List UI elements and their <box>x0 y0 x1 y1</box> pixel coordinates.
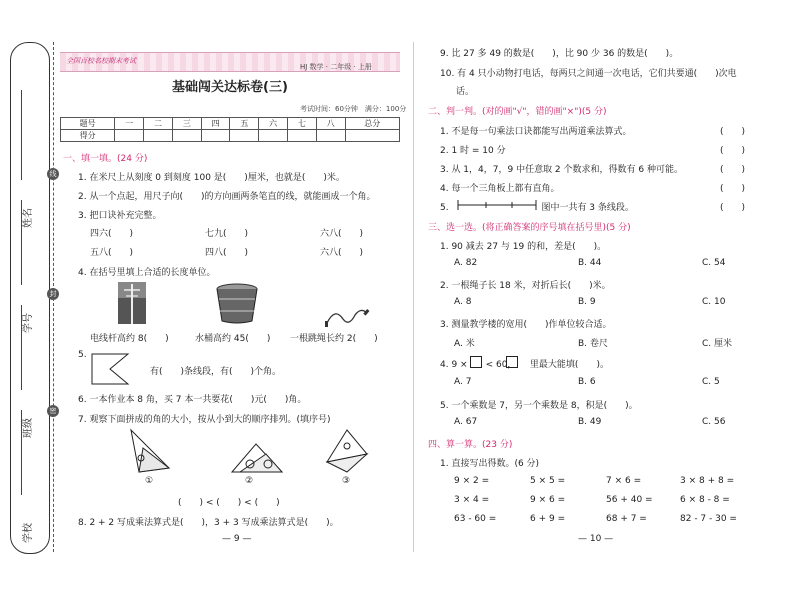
q4-item-2: 水桶高约 45( ) <box>195 334 271 344</box>
question-1-1: 1. 在米尺上从刻度 0 到刻度 100 是( )厘米，也就是( )米。 <box>78 173 345 183</box>
calc-item-11: 68 + 7 = <box>606 514 647 524</box>
judge-5-segment-figure <box>456 199 538 211</box>
judge-1-answer[interactable]: ( ) <box>720 127 746 137</box>
judge-2: 2. 1 时 = 10 分 <box>440 146 506 156</box>
seal-mark-2: 封 <box>47 288 59 300</box>
class-label: 班级 <box>23 418 34 438</box>
paper-title: 基础闯关达标卷(三) <box>172 80 288 95</box>
score-table: 题号 一 二 三 四 五 六 七 八 总分 得分 <box>60 117 400 142</box>
choice-1-option-b[interactable]: B. 44 <box>578 258 602 268</box>
choice-4-option-c[interactable]: C. 5 <box>702 377 720 387</box>
choice-1-question: 1. 90 减去 27 与 19 的和，差是( )。 <box>440 242 607 252</box>
school-line[interactable] <box>21 410 22 495</box>
q7-label-3: ③ <box>342 476 351 486</box>
judge-5: 5. 图中一共有 3 条线段。 <box>440 203 634 213</box>
judge-4: 4. 每一个三角板上都有直角。 <box>440 184 560 194</box>
utility-pole-image <box>118 282 146 324</box>
q3-item-2: 七九( ) <box>205 229 249 239</box>
number-label: 学号 <box>23 313 34 333</box>
choice-4-question: 4. 9 × < 60， 里最大能填( )。 <box>440 360 609 370</box>
calc-item-3: 7 × 6 = <box>606 476 642 486</box>
choice-2-question: 2. 一根绳子长 18 米，对折后长( )米。 <box>440 281 611 291</box>
class-line[interactable] <box>21 305 22 390</box>
question-1-6: 6. 一本作业本 8 角，买 7 本一共要花( )元( )角。 <box>78 395 307 405</box>
page-number-left: — 9 — <box>222 534 252 544</box>
choice-5-option-a[interactable]: A. 67 <box>454 417 478 427</box>
q3-item-3: 六八( ) <box>320 229 364 239</box>
q3-item-4: 五八( ) <box>90 248 134 258</box>
choice-2-option-a[interactable]: A. 8 <box>454 297 472 307</box>
question-1-7: 7. 观察下面拼成的角的大小，按从小到大的顺序排列。(填序号) <box>78 415 331 425</box>
choice-5-option-c[interactable]: C. 56 <box>702 417 726 427</box>
bucket-image <box>215 283 259 325</box>
binding-strip <box>10 42 50 554</box>
calc-item-8: 6 × 8 - 8 = <box>680 495 730 505</box>
school-label: 学校 <box>23 523 34 543</box>
q5-figure <box>90 352 130 386</box>
calc-item-6: 9 × 6 = <box>530 495 566 505</box>
question-1-8: 8. 2 + 2 写成乘法算式是( )，3 + 3 写成乘法算式是( )。 <box>78 518 339 528</box>
calc-item-4: 3 × 8 + 8 = <box>680 476 735 486</box>
grade-label: HJ 数学 · 二年级 · 上册 <box>300 63 372 71</box>
choice-3-option-c[interactable]: C. 厘米 <box>702 339 733 349</box>
seal-mark-1: 线 <box>47 168 59 180</box>
q3-item-5: 四八( ) <box>205 248 249 258</box>
question-1-5-number: 5. <box>78 350 87 360</box>
calc-item-12: 82 - 7 - 30 = <box>680 514 737 524</box>
judge-1: 1. 不是每一句乘法口诀都能写出两道乘法算式。 <box>440 127 632 137</box>
question-1-3: 3. 把口诀补充完整。 <box>78 211 162 221</box>
calc-item-1: 9 × 2 = <box>454 476 490 486</box>
choice-4-option-a[interactable]: A. 7 <box>454 377 472 387</box>
section-1-heading: 一、填一填。(24 分) <box>63 154 148 164</box>
choice-3-question: 3. 测量教学楼的宽用( )作单位较合适。 <box>440 320 612 330</box>
choice-3-option-a[interactable]: A. 米 <box>454 339 475 349</box>
choice-4-option-b[interactable]: B. 6 <box>578 377 596 387</box>
choice-4-box-1 <box>470 356 482 368</box>
judge-2-answer[interactable]: ( ) <box>720 146 746 156</box>
seal-mark-3: 密 <box>47 405 59 417</box>
banner: 全国百校名校期末考试 <box>60 52 400 72</box>
calc-item-9: 63 - 60 = <box>454 514 497 524</box>
calc-item-2: 5 × 5 = <box>530 476 566 486</box>
q3-item-1: 四六( ) <box>90 229 134 239</box>
q7-label-1: ① <box>145 476 154 486</box>
judge-5-answer[interactable]: ( ) <box>720 203 746 213</box>
question-1-9: 9. 比 27 多 49 的数是( )，比 90 少 36 的数是( )。 <box>440 49 679 59</box>
calc-item-10: 6 + 9 = <box>530 514 566 524</box>
choice-1-option-a[interactable]: A. 82 <box>454 258 478 268</box>
choice-4-box-2 <box>506 356 518 368</box>
q3-item-6: 六八( ) <box>320 248 364 258</box>
page-number-right: — 10 — <box>578 534 614 544</box>
question-1-10-cont: 话。 <box>456 87 475 97</box>
q7-figure-2 <box>230 440 284 476</box>
choice-2-option-b[interactable]: B. 9 <box>578 297 596 307</box>
choice-2-option-c[interactable]: C. 10 <box>702 297 726 307</box>
question-1-5: 有( )条线段，有( )个角。 <box>150 367 282 377</box>
calc-title: 1. 直接写出得数。(6 分) <box>440 459 540 469</box>
section-2-heading: 二、判一判。(对的画"√"，错的画"×")(5 分) <box>428 107 607 117</box>
calc-item-5: 3 × 4 = <box>454 495 490 505</box>
calc-item-7: 56 + 40 = <box>606 495 653 505</box>
q7-label-2: ② <box>245 476 254 486</box>
judge-3-answer[interactable]: ( ) <box>720 165 746 175</box>
choice-5-question: 5. 一个乘数是 7，另一个乘数是 8，积是( )。 <box>440 401 638 411</box>
name-line[interactable] <box>21 90 22 180</box>
q4-item-3: 一根跳绳长约 2( ) <box>290 334 378 344</box>
question-1-10: 10. 有 4 只小动物打电话，每两只之间通一次电话，它们共要通( )次电 <box>440 69 737 79</box>
page-divider <box>413 42 414 552</box>
choice-1-option-c[interactable]: C. 54 <box>702 258 726 268</box>
q4-item-1: 电线杆高约 8( ) <box>90 334 169 344</box>
question-1-4: 4. 在括号里填上合适的长度单位。 <box>78 268 216 278</box>
exam-info: 考试时间：60分钟 满分：100分 <box>300 105 407 113</box>
choice-5-option-b[interactable]: B. 49 <box>578 417 602 427</box>
question-1-2: 2. 从一个点起，用尺子向( )的方向画两条笔直的线，就能画成一个角。 <box>78 192 376 202</box>
choice-3-option-b[interactable]: B. 卷尺 <box>578 339 608 349</box>
section-4-heading: 四、算一算。(23 分) <box>428 440 513 450</box>
q7-figure-3 <box>325 428 369 476</box>
jump-rope-image <box>325 305 370 327</box>
judge-4-answer[interactable]: ( ) <box>720 184 746 194</box>
name-label: 姓名 <box>23 208 34 228</box>
q7-figure-1 <box>125 428 175 476</box>
q7-answer: ( ) < ( ) < ( ) <box>178 498 280 508</box>
number-line[interactable] <box>21 200 22 285</box>
judge-3: 3. 从 1，4，7，9 中任意取 2 个数求和，得数有 6 种可能。 <box>440 165 683 175</box>
section-3-heading: 三、选一选。(将正确答案的序号填在括号里)(5 分) <box>428 223 631 233</box>
